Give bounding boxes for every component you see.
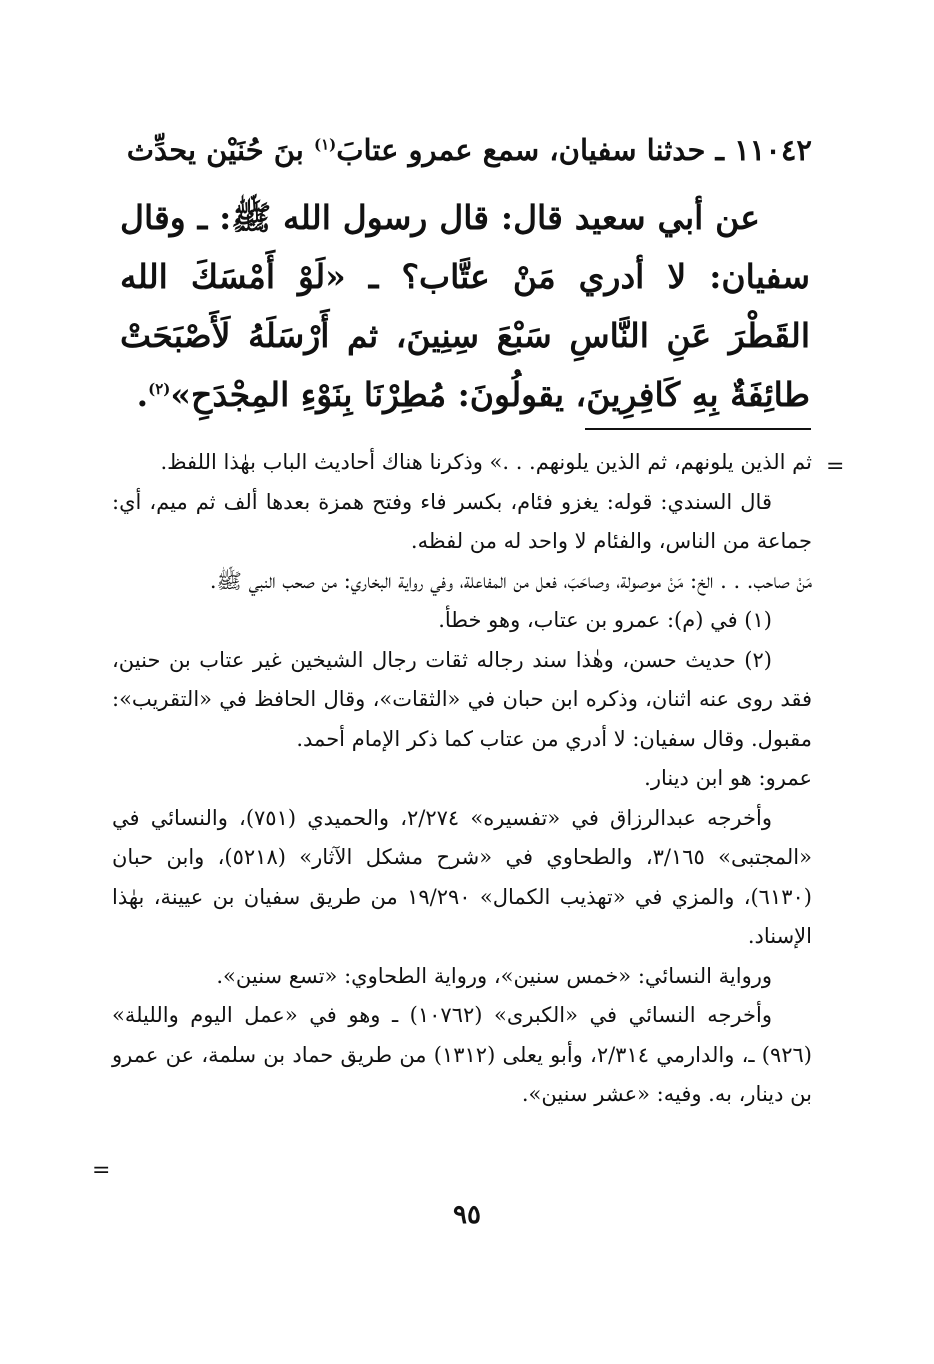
footnote-ref-2: (٢) — [148, 380, 171, 398]
page-number: ٩٥ — [453, 1200, 481, 1230]
continuation-mark-bottom: = — [92, 1158, 111, 1183]
footnote-line: عمرو: هو ابن دينار. — [644, 766, 812, 790]
footnote-1: (١) في (م): عمرو بن عتاب، وهو خطأ. — [438, 608, 772, 632]
footnotes — [112, 443, 812, 1115]
continuation-mark-top: = — [826, 454, 845, 479]
footnote-line: ثم الذين يلونهم، ثم الذين يلونهم. . .» وذكرنا هناك أحاديث الباب بهٰذا اللفظ. — [160, 450, 812, 474]
hadith-header — [122, 128, 812, 172]
footnote-line: مَنْ صاحب. . . الخ: مَنْ موصولة، وصاحَبَ، فعل من المفاعلة، وفي رواية البخاري: من صحب النبي ﷺ. — [209, 568, 812, 593]
hadith-body-paragraph — [120, 188, 810, 424]
footnote-line: وأخرجه النسائي في «الكبرى» (١٠٧٦٢) ـ وهو في «عمل اليوم والليلة» (٩٢٦) ـ، والدارمي ٢/٣١٤، وأبو يعلى (١٣١٢) من طريق حماد بن سلمة، عن عمرو بن دينار، به. وفيه: «عشر سنين». — [112, 1003, 812, 1106]
hadith-header-tail: بنَ حُنَيْن يحدِّث — [126, 133, 314, 167]
footnote-line: وأخرجه عبدالرزاق في «تفسيره» ٢/٢٧٤، والحميدي (٧٥١)، والنسائي في «المجتبى» ٣/١٦٥، والطحاوي في «شرح مشكل الآثار» (٥٢١٨)، وابن حبان (٦١٣٠)، والمزي في «تهذيب الكمال» ١٩/٢٩٠ من طريق سفيان بن عيينة، بهٰذا الإسناد. — [112, 805, 812, 948]
hadith-text — [120, 188, 810, 424]
footnote-ref-1: (١) — [313, 135, 337, 154]
footnote-line: ورواية النسائي: «خمس سنين»، ورواية الطحاوي: «تسع سنين». — [216, 963, 772, 988]
footnote-separator — [585, 428, 811, 430]
hadith-body-end: . — [136, 375, 149, 414]
footnote-line: قال السندي: قوله: يغزو فئام، بكسر فاء وفتح همزة بعدها ألف ثم ميم، أي: جماعة من الناس، والفئام لا واحد له من لفظه. — [112, 489, 812, 553]
hadith-body-text: عن أبي سعيد قال: قال رسول الله ﷺ: ـ وقال سفيان: لا أدري مَنْ عتَّاب؟ ـ «لَوْ أَمْسَكَ الله القَطْرَ عَنِ النَّاسِ سَبْعَ سِنِينَ، ثم أَرْسَلَهُ لَأَصْبَحَتْ طائِفَةٌ بِهِ كَافِرِينَ، يقولُونَ: مُطِرْنَا بِنَوْءِ المِجْدَحِ» — [120, 198, 810, 414]
footnote-2: (٢) حديث حسن، وهٰذا سند رجاله ثقات رجال الشيخين غير عتاب بن حنين، فقد روى عنه اثنان، وذكره ابن حبان في «الثقات»، وقال الحافظ في «التقريب»: مقبول. وقال سفيان: لا أدري من عتاب كما ذكر الإمام أحمد. — [112, 647, 812, 751]
hadith-header-text: ١١٠٤٢ ـ حدثنا سفيان، سمع عمرو عتابَ — [336, 133, 812, 167]
